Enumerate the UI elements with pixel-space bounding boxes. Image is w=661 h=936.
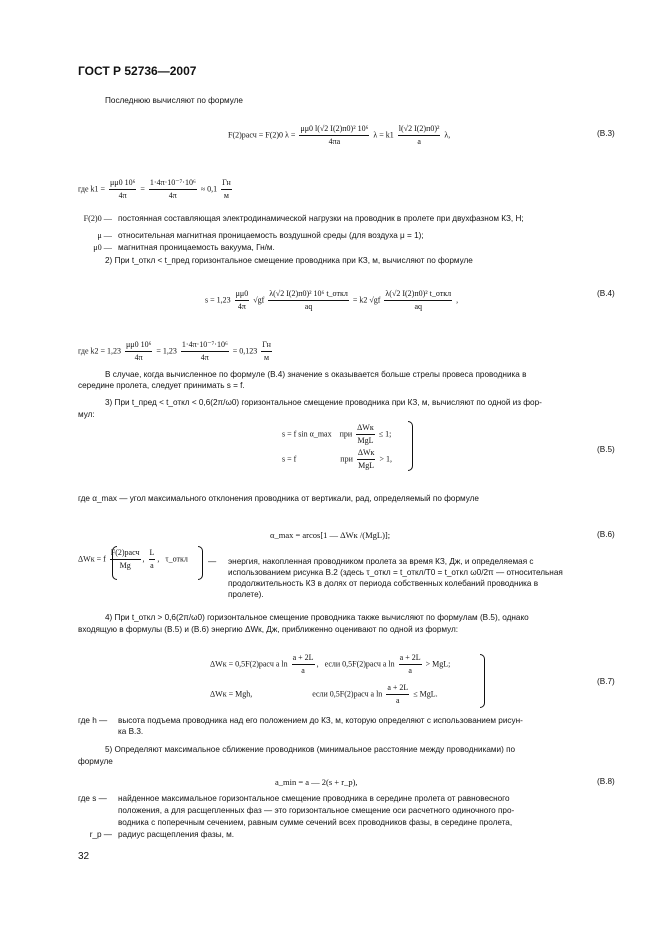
def-mu-symbol: μ — (97, 231, 112, 240)
b4-lhs: s = 1,23 (205, 295, 231, 305)
b7-row1-cfrac: $\frac{a + 2L}{a}$ (399, 653, 421, 675)
b7-row1-lhs: ΔWк = 0,5F(2)расч a ln (210, 659, 288, 669)
b7-row1-cond: если 0,5F(2)расч a ln (324, 659, 395, 669)
b5-row1-rel: ≤ 1; (378, 429, 392, 439)
b4-frac1: $\frac{\mu\mu 0}{4\pi}$ (235, 289, 249, 311)
b7-row1-frac: $\frac{a + 2L}{a}$ (292, 653, 314, 675)
paragraph-s-equals-f-line2: середине пролета, следует принимать s = f. (78, 381, 245, 390)
page-number: 32 (78, 851, 90, 862)
def-rp-text: радиус расщепления фазы, м. (118, 830, 235, 839)
k2-frac1: $\frac{\text{μμ0 10⁶}}{4\pi}$ (126, 340, 152, 362)
paragraph-intro: Последнюю вычисляют по формуле (105, 96, 243, 105)
b7-row2-rel: ≤ MgL. (413, 689, 438, 699)
dw-lhs: ΔWк = f (78, 554, 106, 564)
k2-frac2: $\frac{\text{1·4π·10⁻⁷·10⁶}}{4\pi}$ (181, 340, 228, 362)
dw-frac2: $\frac{L}{a}$ (149, 548, 155, 570)
def-mu-text: относительная магнитная проницаемость воздушной среды (для воздуха μ = 1); (118, 231, 424, 240)
dw-def-line4: пролете). (228, 590, 264, 599)
dw-dash: — (208, 557, 217, 566)
equation-label-b8: (В.8) (597, 777, 615, 786)
k1-value: ≈ 0,1 (200, 184, 218, 194)
equation-label-b6: (В.6) (597, 530, 615, 539)
k2-value: = 0,123 (232, 346, 258, 356)
b5-row2-cond: при (340, 454, 353, 464)
def-s-line2: положения, а для расщепленных фаз — это горизонтальное смещение оси расчетного одиночного про- (118, 806, 515, 815)
def-s-symbol: где s — (78, 794, 107, 803)
def-s-line3: водника с поперечным сечением, равным сумме сечений всех проводников фазы, в середине пролета, (118, 818, 513, 827)
equation-k1: где k1 = $\frac{\text{μμ0 10⁶}}{4\pi}$ = $\frac{\text{1·4π·10⁻⁷·10⁶}}{4\pi}$ ≈ 0,1 $\frac{Гн}{м}$ (78, 178, 231, 200)
b5-row2-lhs: s = f (282, 454, 297, 464)
b3-mid: λ = k1 (373, 130, 394, 140)
item-5-line2: формуле (78, 757, 113, 766)
dw-def-line3: продолжительность КЗ в долях от периода собственных колебаний проводника в (228, 579, 539, 588)
dw-left-bracket (112, 546, 117, 580)
b7-row2-cond: если 0,5F(2)расч a ln (312, 689, 383, 699)
equation-b4: s = 1,23 $\frac{\mu\mu 0}{4\pi}$ √gf $\frac{\text{λ(√2 I(2)п0)² 10⁶ t\_откл}}{aq}$ = k2 √gf $\frac{\text{λ(√2 I(2)п0)² t\_откл}}{aq}$ , (205, 289, 459, 311)
b5-row1-cond: при (339, 429, 353, 439)
b5-row1-lhs: s = f sin α_max (282, 429, 332, 439)
b3-lhs: F(2)расч = F(2)0 λ = (228, 130, 296, 140)
equation-b5-row1 (282, 423, 391, 446)
def-h-line1: высота подъема проводника над его положением до КЗ, м, которую определяют с использованием рисун- (118, 716, 523, 725)
equation-b3 (228, 124, 450, 147)
equation-b6: α_max = arcos[1 — ΔWк /(MgL)]; (270, 530, 391, 540)
def-h-line2: ка В.3. (118, 727, 144, 736)
item-5-line1: 5) Определяют максимальное сближение проводников (минимальное расстояние между проводниками) по (105, 745, 516, 754)
dw-def-line1: энергия, накопленная проводником пролета за время КЗ, Дж, и определяемая с (228, 557, 534, 566)
paragraph-alpha-max: где α_max — угол максимального отклонения проводника от вертикали, рад, определяемый по формуле (78, 494, 479, 503)
item-2-number: 2) (105, 256, 113, 265)
k2-lhs: где k2 = 1,23 (78, 346, 122, 356)
k2-mid: = 1,23 (156, 346, 177, 356)
equation-label-b5: (В.5) (597, 445, 615, 454)
k1-lhs: где k1 = (78, 184, 106, 194)
equation-delta-w: ΔWк = f $\frac{\text{F(2)расч}}{Mg}$ , $\frac{L}{a}$ , τ_откл (78, 548, 188, 570)
equation-b8: a_min = a — 2(s + r_p), (275, 777, 358, 787)
b3-frac2: $\frac{\text{l(√2 I(2)п0)²}}{a}$ (398, 124, 440, 146)
item-4-line1: 4) При t_откл > 0,6(2π/ω0) горизонтальное смещение проводника также вычисляют по формулам (В.5), однако (105, 613, 529, 622)
def-f0-symbol: F(2)0 — (83, 214, 112, 223)
k1-frac2: $\frac{\text{1·4π·10⁻⁷·10⁶}}{4\pi}$ (149, 178, 196, 200)
equation-label-b7: (В.7) (597, 677, 615, 686)
equation-b7-row1: ΔWк = 0,5F(2)расч a ln $\frac{a + 2L}{a}$ , если 0,5F(2)расч a ln $\frac{a + 2L}{a}$ > MgL; (210, 653, 451, 675)
k1-unit: $\frac{Гн}{м}$ (222, 178, 231, 200)
equation-label-b4: (В.4) (597, 289, 615, 298)
item-3-line1: 3) При t_пред < t_откл < 0,6(2π/ω0) горизонтальное смещение проводника при КЗ, м, вычисляют по одной из фор- (105, 398, 542, 407)
equation-k2 (78, 340, 274, 363)
b5-row2-frac: $\frac{\text{ΔWк}}{\text{MgL}}$ (357, 448, 375, 470)
b4-frac3: $\frac{\text{λ(√2 I(2)п0)² t\_откл}}{aq}$ (385, 289, 452, 311)
def-mu0-symbol: μ0 — (93, 243, 112, 252)
paragraph-s-equals-f-line1: В случае, когда вычисленное по формуле (В.4) значение s оказывается больше стрелы провеса проводника в (105, 370, 527, 379)
def-h-symbol: где h — (78, 716, 108, 725)
def-mu0-text: магнитная проницаемость вакуума, Гн/м. (118, 243, 275, 252)
b3-frac1: $\frac{\text{μμ0 l(√2 I(2)п0)² 10⁶}}{4\pi a}$ (300, 124, 369, 146)
def-s-line1: найденное максимальное горизонтальное смещение проводника в середине пролета от равновесного (118, 794, 510, 803)
b4-mid: = k2 √gf (352, 295, 381, 305)
item-2-body: При t_откл < t_пред горизонтальное смещение проводника при КЗ, м, вычисляют по формуле (114, 256, 473, 265)
dw-right-bracket (198, 546, 203, 580)
dw-frac1: $\frac{\text{F(2)расч}}{Mg}$ (110, 548, 140, 570)
b7-row2-lhs: ΔWк = Mgh, (210, 689, 253, 699)
item-3-line2: мул: (78, 410, 95, 419)
b7-row1-rel: > MgL; (425, 659, 451, 669)
b5-row1-frac: $\frac{\text{ΔWк}}{\text{MgL}}$ (357, 423, 374, 445)
k1-frac1: $\frac{\text{μμ0 10⁶}}{4\pi}$ (110, 178, 136, 200)
b4-frac2: $\frac{\text{λ(√2 I(2)п0)² 10⁶ t\_откл}}{aq}$ (269, 289, 348, 311)
def-f0-text: постоянная составляющая электродинамической нагрузки на проводник в пролете при двухфазном КЗ, Н; (118, 214, 524, 223)
b7-row2-cfrac: $\frac{a + 2L}{a}$ (387, 683, 409, 705)
dw-def-line2: использованием рисунка В.2 (здесь τ_откл = t_откл/T0 = t_откл ω0/2π — относительная (228, 568, 563, 577)
b4-sqrt: √gf (253, 295, 265, 305)
b3-tail: λ, (444, 130, 451, 140)
equation-b5-row2 (282, 448, 392, 471)
b5-row2-rel: > 1, (379, 454, 392, 464)
dw-tau: τ_откл (165, 554, 188, 564)
equation-label-b3: (В.3) (597, 129, 615, 138)
equation-b7-row2 (210, 683, 438, 706)
def-rp-symbol: r_p — (89, 830, 112, 839)
b5-brace (408, 421, 413, 471)
k2-unit: $\frac{Гн}{м}$ (262, 340, 271, 362)
b7-brace (480, 654, 485, 708)
page-header: ГОСТ Р 52736—2007 (78, 64, 197, 78)
item-2-text (105, 256, 473, 267)
item-4-line2: входящую в формулы (В.5) и (В.6) энергию ΔWк, Дж, приближенно оценивают по одной из формул: (78, 625, 459, 634)
